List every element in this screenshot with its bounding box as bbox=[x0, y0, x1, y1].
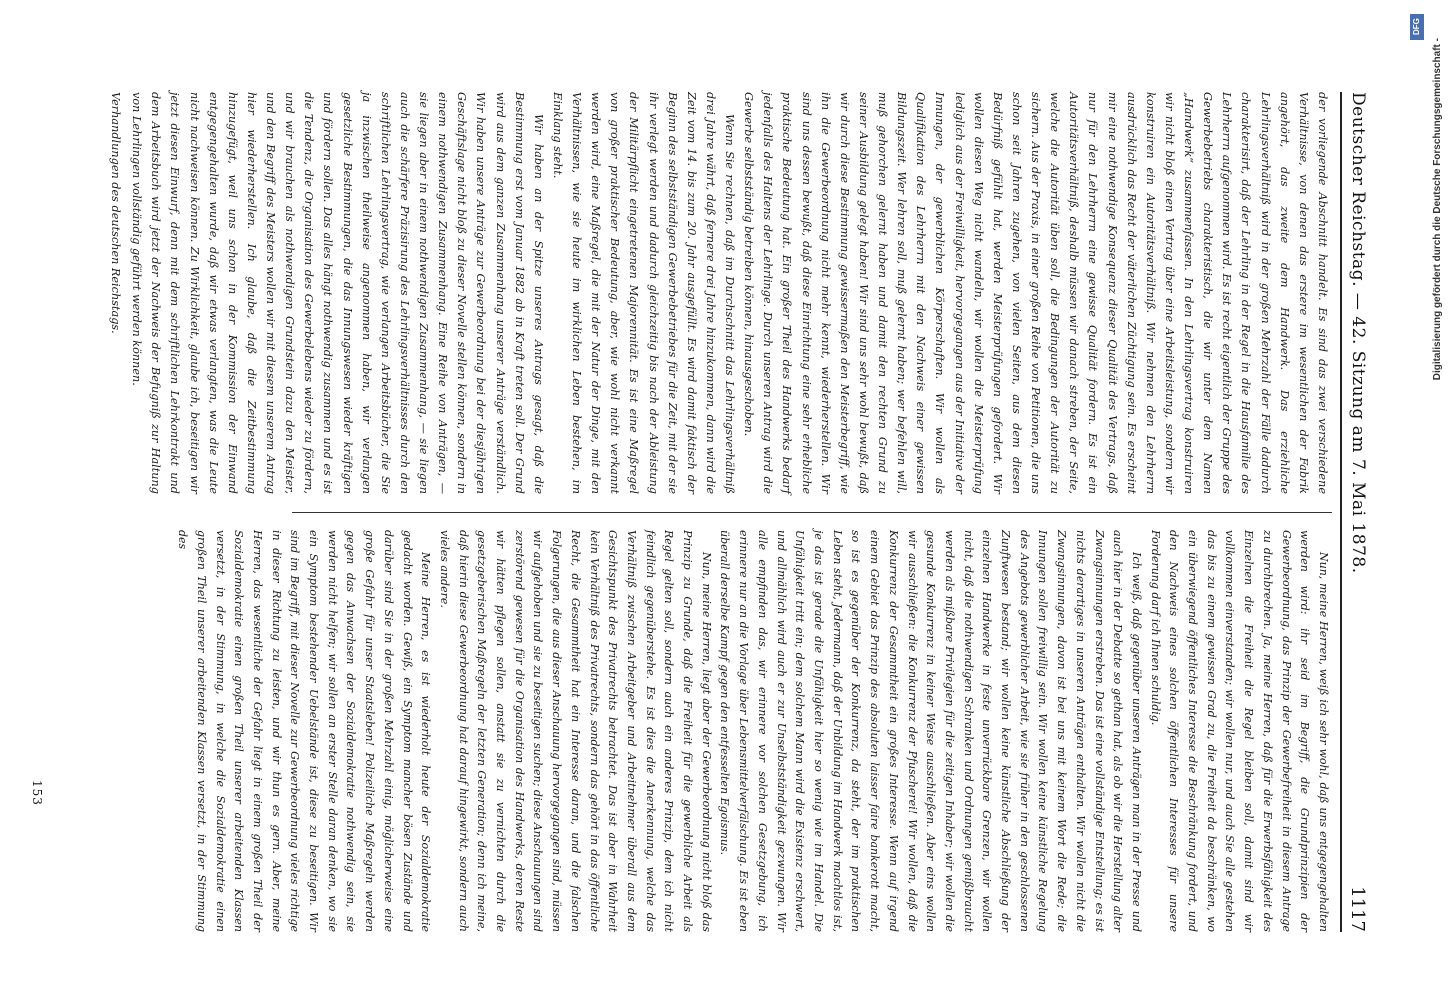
dfg-logo-icon: DFG bbox=[1410, 14, 1424, 40]
left-paragraph-1: der vorliegende Abschnitt handelt. Es sind das zwei verschiedene Verhältnisse, von denen das erstere im wesentlichen der Fabrik angehört, das zweite dem Handwerk. Das erziehliche Lehrlingsverhältniß wird in der großen Mehrzahl der Fälle dadurch charakterisirt, daß der Lehrling in der Regel in die Hausfamilie des Lehrherrn aufgenommen wird. Es ist recht eigentlich der Gruppe des Gewerbebetriebs charakteristisch, die wir unter dem Namen „Handwerk“ zusammenfassen. In den Lehrlingsvertrag konstruiren wir nicht bloß einen Vertrag über eine Arbeitsleistung, sondern wir konstruiren ein Autoritätsverhältniß. Wir nehmen den Lehrherrn ausdrücklich das Recht der väterlichen Züchtigung sein. Es erscheint mir eine nothwendige Konsequenz dieser Qualität des Vertrags, daß nur für den Lehrherrn eine gewisse Qualität fordern. Es ist ein Autoritätsverhältniß, deshalb müssen wir danach streben, der Seite, welche die Autorität üben soll, die Bedingungen der Autorität zu sichern. Aus der Praxis, in einer großen Reihe von Petitionen, die uns schon seit Jahren zugehen, von vielen Seiten, aus dem diesen Bedürfniß gefühlt hat, werden Meisterprüfungen gefordert. Wir wollen diesen Weg nicht wandeln, wir wollen die Meisterprüfung lediglich aus der Freiwilligkeit, hervorgegangen aus der Initiative der Innungen, der gewerblichen Körperschaften. Wir wollen als Qualifikation des Lehrherrn mit den Nachweis einer gewissen Bildungszeit. Wer lehren soll, muß gelernt haben; wer befehlen will, muß gehorchen gelernt haben und damit den rechten Grund zu seiner Ausbildung gelegt haben! Wir sind uns sehr wohl bewußt, daß wir durch diese Bestimmung gewissermaßen den Meisterbegriff, wie ihn die Gewerbeordnung nicht mehr kennt, wiederherstellen. Wir sind uns dessen bewußt, daß diese Einrichtung eine sehr erhebliche praktische Bedeutung hat. Ein großer Theil des Handwerks bedarf jedenfalls des Haltens der Lehrlinge. Durch unseren Antrag wird die Gewerbe selbstständig betreiben können, hinausgeschoben. bbox=[742, 92, 1329, 494]
header-rule bbox=[1340, 92, 1342, 932]
left-column bbox=[92, 92, 1332, 494]
publication-note: Verhandlungen des deutschen Reichstags. bbox=[109, 92, 123, 334]
right-paragraph-3: Nun, meine Herren, liegt aber der Gewerbeordnung nicht bloß das Prinzip zu Grunde, daß die Freiheit für die gewerbliche Arbeit als Regel gelten soll, sondern auch ein anderes Prinzip, dem ich nicht feindlich gegenüberstehe. Es ist dies die Anerkennung, welche das Verhältniß zwischen Arbeitgeber und Arbeitnehmer überall aus dem Gesichtspunkt des Privatrechts betrachtet. Das ist aber in Wahrheit kein Verhältniß des Privatrechts, sondern das gehört in das öffentliche Recht, die Gesammtheit hat ein Interesse daran, und die falschen Folgerungen, die aus dieser Anschauung hervorgegangen sind, müssen wir aufgehoben und sie zu beseitigen suchen; diese Anschauungen sind zerstörend gewesen für die Organisation des Handwerks, deren Reste wir hätten pflegen sollen, anstatt sie zu vernichten durch die gesetzgeberischen Maßregeln der letzten Generation; denn ich meine, daß hierin diese Gewerbeordnung hat darauf hingewirkt, sondern auch vieles andere. bbox=[437, 530, 713, 932]
running-title: Deutscher Reichstag. — 42. Sitzung am 7. Mai 1878. bbox=[1348, 92, 1368, 574]
right-paragraph-1: Nun, meine Herren, weiß ich sehr wohl, daß uns entgegengehalten werden wird: ihr seid im Begriff, die Grundprinzipien der Gewerbeordnung, das Prinzip der Gewerbefreiheit in diesem Antrage zu durchbrechen. Ja, meine Herren, daß für die Erwerbsfähigkeit des Einzelnen die Freiheit die Regel bleiben soll, damit sind wir vollkommen einverstanden; wir wollen nur, und auch Sie alle gestehen das bis zu einem gewissen Grad zu, die Freiheit da beschränken, wo ein überwiegend öffentliches Interesse die Beschränkung fordert, und den Nachweis eines solchen öffentlichen Interesses für unsere Forderung darf ich Ihnen schuldig. bbox=[1148, 530, 1330, 932]
banner-text: Digitalisierung gefördert durch die Deutsche Forschungsgemeinschaft - bbox=[1432, 38, 1443, 381]
left-paragraph-2: Wenn Sie rechnen, daß im Durchschnitt das Lehrlingsverhältniß drei Jahre währt, daß fernere drei Jahre hinzukommen, dann wird die Zeit vom 14. bis zum 20. Jahr ausgefüllt. Es wird damit faktisch der Beginn des selbstständigen Gewerbebetriebes für die Zeit, mit der sie ihr verlegt werden und dadurch gleichzeitig bis nach der Ableistung der Militärpflicht eingetretenen Majorennität. Es ist eine Maßregel von großer praktischer Bedeutung, aber, wie wohl nicht verkannt werden wird, eine Maßregel, die mit der Natur der Dinge, mit den Verhältnissen, wie sie heute im wirklichen Leben bestehen, im Einklang steht. bbox=[551, 92, 737, 494]
right-paragraph-4: Meine Herren, es ist wiederholt heute der Sozialdemokratie gedacht worden. Gewiß, ein Symptom mancher bösen Zustände und darüber sind Sie in der großen Mehrzahl einig, möglicherweise eine große Gefahr für unser Staatsleben! Polizeiliche Maßregeln werden gegen das Anwachsen der Sozialdemokratie nothwendig sein, sie werden nicht helfen; wir sollen an erster Stelle daran denken, wo sie ein Symptom bestehender Uebelstände ist, diese zu beseitigen. Wir sind im Begriff, mit dieser Novelle zur Gewerbeordnung vieles richtige in dieser Richtung zu leisten, und wir thun es gern. Aber, meine Herren, das wesentliche der Gefahr liegt in einem großen Theil der Sozialdemokratie einen großen Theil unserer arbeitenden Klassen versetzt, in der Stimmung, in welche die Sozialdemokratie einen großen Theil unserer arbeitenden Klassen versetzt, in der Stimmung des bbox=[176, 530, 433, 932]
page-number: 1117 bbox=[1347, 886, 1368, 932]
right-paragraph-2: Ich weiß, daß gegenüber unseren Anträgen man in der Presse und auch hier in der Debatte so gethan hat, als ob wir die Herstellung alter Zwangsinnungen erstreben. Das ist eine vollständige Entstellung; es ist nichts derartiges in unseren Anträgen enthalten. Wir wollen nicht die Zwangsinnungen, davon ist bei uns mit keinem Wort die Rede; die Innungen sollen freiwillig sein. Wir wollen keine künstliche Regelung des Angebots gewerblicher Arbeit, wie sie früher in den geschlossenen Zunftwesen bestand; wir wollen keine künstliche Abschließung der einzelnen Handwerke in feste unverrückbare Grenzen, wir wollen nicht, daß die nothwendigen Schranken und Ordnungen gemißbraucht werden als mißbare Privilegien für die zeitigen Inhaber; wir wollen die gesunde Konkurrenz in keiner Weise ausschließen. Aber eins wollen wir ausschließen: die Konkurrenz der Pfuscherei! Wir wollen, daß die Konkurrenz der Gesammtheit ein großes Interesse. Wenn auf irgend einem Gebiet das Prinzip des absoluten laisser faire bankerott macht, so ist es gegenüber der Konkurrenz, da steht, der im praktischen Leben steht, Jedermann, daß der Unbildung im Handwerk machtlos ist, je das ist gerade die Unfähigkeit hier so wenig wie im Handel. Die Unfähigkeit tritt ein; dem solchem Mann wird die Existenz erschwert, und allmählich wird auch er zur Unselbstständigkeit gezwungen. Wir alle empfinden das, wir erinnere vor solchen Gesetzgebung, ich erinnere nur an die Vorlage über Lebensmittelverfälschung. Es ist eben überall derselbe Kampf gegen den entfesselten Egoismus. bbox=[718, 530, 1143, 932]
right-column bbox=[152, 530, 1332, 932]
column-divider bbox=[292, 512, 1332, 513]
digitization-banner bbox=[1408, 8, 1443, 992]
sheet-code: 153 bbox=[30, 780, 44, 806]
left-paragraph-3: Wir haben an der Spitze unseres Antrags gesagt, daß die Bestimmung erst vom Januar 1882 ab in Kraft treten soll. Der Grund wird aus dem ganzen Zusammenhang unserer Anträge verständlich. Wir haben unsere Anträge zur Gewerbeordnung bei der diesjährigen Geschäftslage nicht bloß zu dieser Novelle stellen können, sondern in einem nothwendigen Zusammenhang. Eine Reihe von Anträgen, — sie liegen aber in einem nothwendigen Zusammenhang, — sie liegen auch die schärfere Präzisirung des Lehrlingsverhältnisses durch den schriftlichen Lehrlingsvertrag, wie verlangen Arbeitsbücher, die Sie ja inzwischen theilweise angenommen haben, wir verlangen gesetzliche Bestimmungen, die das Innungswesen wieder kräftigen und fördern sollen. Das alles hängt nothwendig zusammen und es ist die Tendenz, die Organisation des Gewerbelebens wieder zu fördern, und wir brauchen als nothwendigen Grundstein dazu den Meister, und den Begriff des Meisters wollen wir mit diesem unserem Antrag hier wiederherstellen. Ich glaube, daß die Zeitbestimmung hinzugefügt, weil uns schon in der Kommission der Einwand entgegengehalten wurde, daß wir etwas verlangten, was die Leute nicht nachweisen können. Zu Wirklichkeit, glaube ich, beseitigen wir jetzt diesen Einwurf, denn mit dem schriftlichen Lehrkontrakt und dem Arbeitsbuch wird jetzt der Nachweis der Befugniß zur Haltung von Lehrlingen vollständig geführt werden können. bbox=[130, 92, 545, 494]
